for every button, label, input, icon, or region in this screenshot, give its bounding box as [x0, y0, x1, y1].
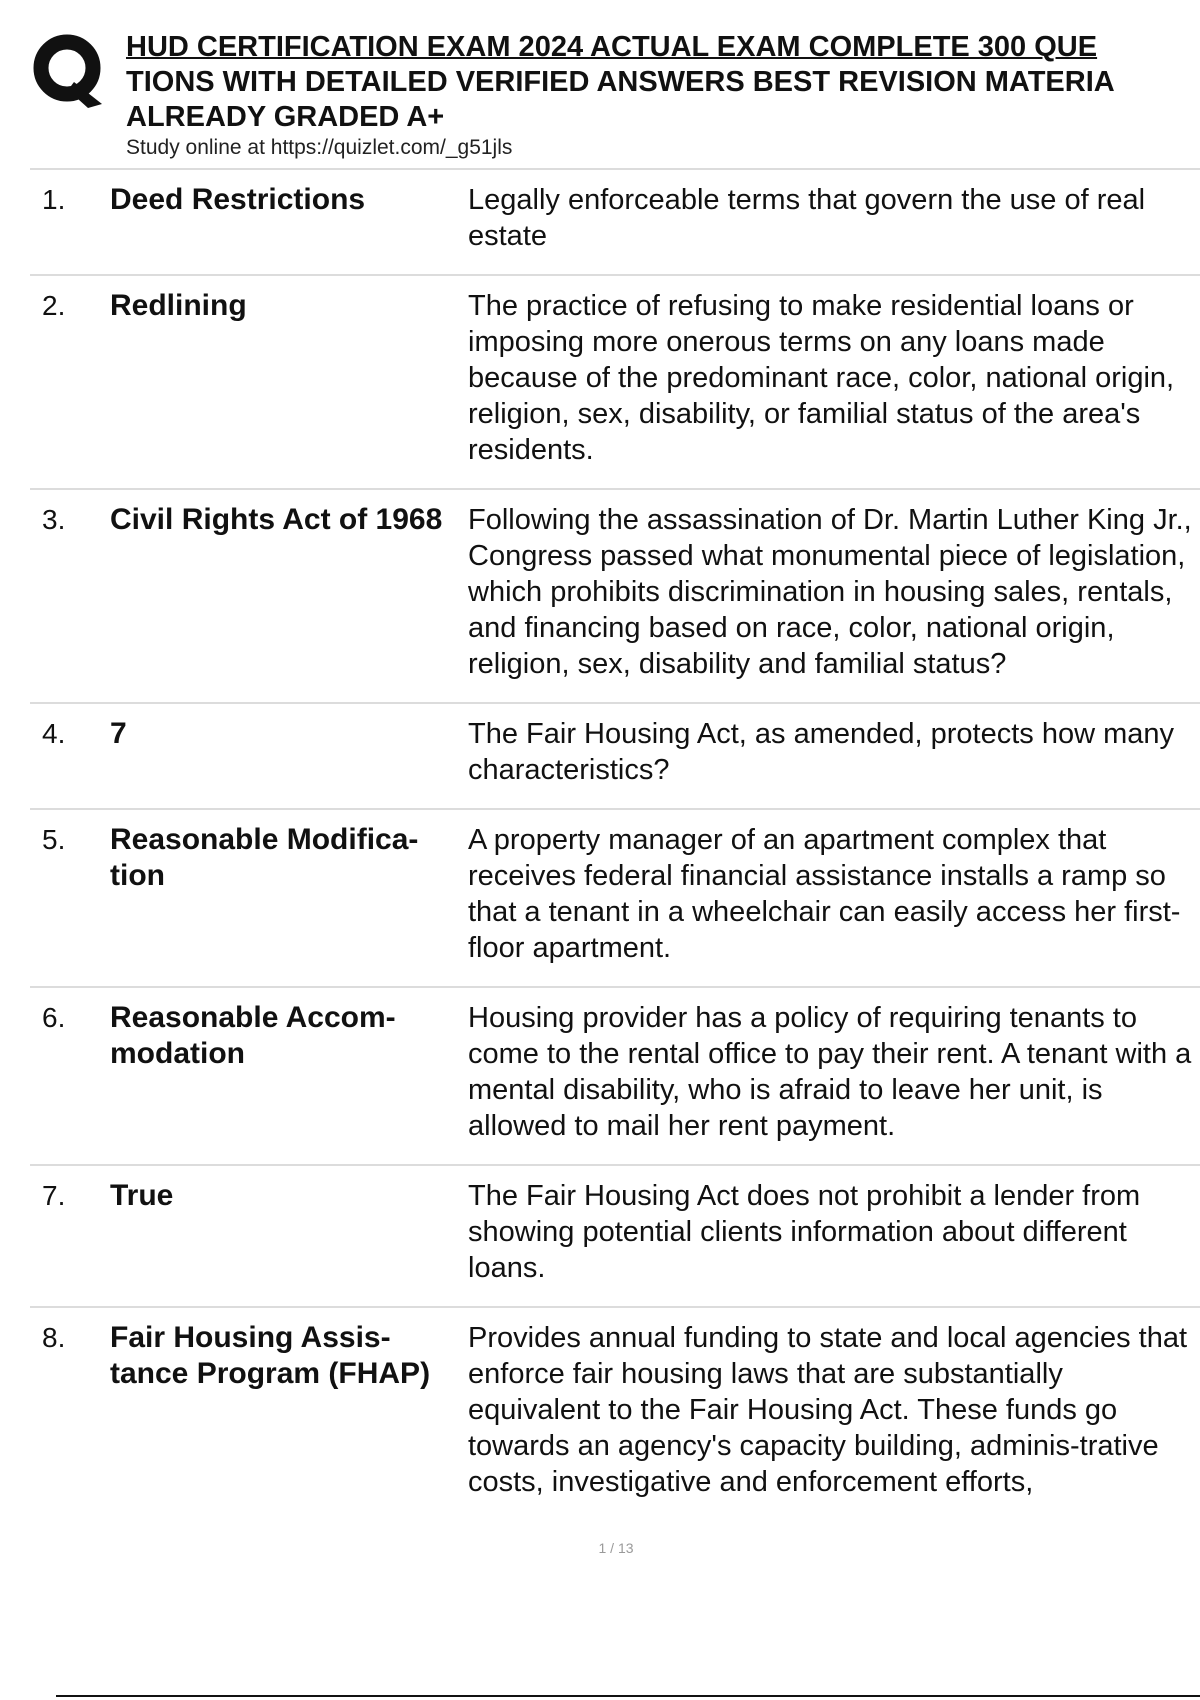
card-number: 5.: [42, 824, 66, 855]
flashcard-row: [30, 490, 1200, 704]
card-number: 1.: [42, 184, 66, 215]
page-number: 1 / 13: [598, 1540, 634, 1556]
flashcard-row: [30, 1166, 1200, 1308]
title-line-3: ALREADY GRADED A+: [126, 101, 445, 133]
card-number: 8.: [42, 1322, 66, 1353]
card-definition: Housing provider has a policy of requiring tenants to come to the rental office to pay their rent. A tenant with a mental disability, who is afraid to leave her unit, is allowed to mail her rent payment.: [468, 1002, 1192, 1142]
document-title: [126, 30, 1200, 135]
card-number: 4.: [42, 718, 66, 749]
card-term: Redlining: [110, 289, 247, 322]
card-definition: The Fair Housing Act does not prohibit a lender from showing potential clients information about different loans.: [468, 1180, 1141, 1284]
flashcard-row: [30, 988, 1200, 1166]
card-term: Reasonable Accom-modation: [110, 1001, 396, 1070]
page-bottom-rule: [56, 1695, 1200, 1697]
document-header: [126, 30, 1200, 161]
quizlet-logo-icon: [30, 32, 110, 112]
card-definition: Following the assassination of Dr. Martin Luther King Jr., Congress passed what monumental piece of legislation, which prohibits discrimination in housing sales, rentals, and financing based on race, color, national origin, religion, sex, disability and familial status?: [468, 504, 1192, 680]
title-line-2: TIONS WITH DETAILED VERIFIED ANSWERS BEST REVISION MATERIA: [126, 66, 1115, 98]
study-online-link[interactable]: Study online at https://quizlet.com/_g51jls: [126, 136, 513, 159]
card-number: 7.: [42, 1180, 66, 1211]
card-definition: Legally enforceable terms that govern the use of real estate: [468, 184, 1146, 252]
card-definition: The Fair Housing Act, as amended, protects how many characteristics?: [468, 718, 1175, 786]
flashcard-list: [30, 168, 1200, 1520]
card-term: Deed Restrictions: [110, 183, 366, 216]
card-term: Civil Rights Act of 1968: [110, 503, 443, 536]
card-number: 3.: [42, 504, 66, 535]
flashcard-row: [30, 704, 1200, 810]
flashcard-row: [30, 810, 1200, 988]
flashcard-row: [30, 170, 1200, 276]
flashcard-row: [30, 1308, 1200, 1520]
card-definition: The practice of refusing to make residential loans or imposing more onerous terms on any loans made because of the predominant race, color, national origin, religion, sex, disability, or familial status of the area's residents.: [468, 290, 1175, 466]
card-term: Fair Housing Assis-tance Program (FHAP): [110, 1321, 431, 1390]
card-number: 2.: [42, 290, 66, 321]
title-line-1: HUD CERTIFICATION EXAM 2024 ACTUAL EXAM COMPLETE 300 QUE: [126, 31, 1098, 63]
flashcard-row: [30, 276, 1200, 490]
card-definition: A property manager of an apartment complex that receives federal financial assistance installs a ramp so that a tenant in a wheelchair can easily access her first-floor apartment.: [468, 824, 1181, 964]
card-term: True: [110, 1179, 174, 1212]
card-definition: Provides annual funding to state and local agencies that enforce fair housing laws that are substantially equivalent to the Fair Housing Act. These funds go towards an agency's capacity building, adminis-trative costs, investigative and enforcement efforts,: [468, 1322, 1188, 1498]
card-term: 7: [110, 717, 127, 750]
card-number: 6.: [42, 1002, 66, 1033]
card-term: Reasonable Modifica-tion: [110, 823, 419, 892]
